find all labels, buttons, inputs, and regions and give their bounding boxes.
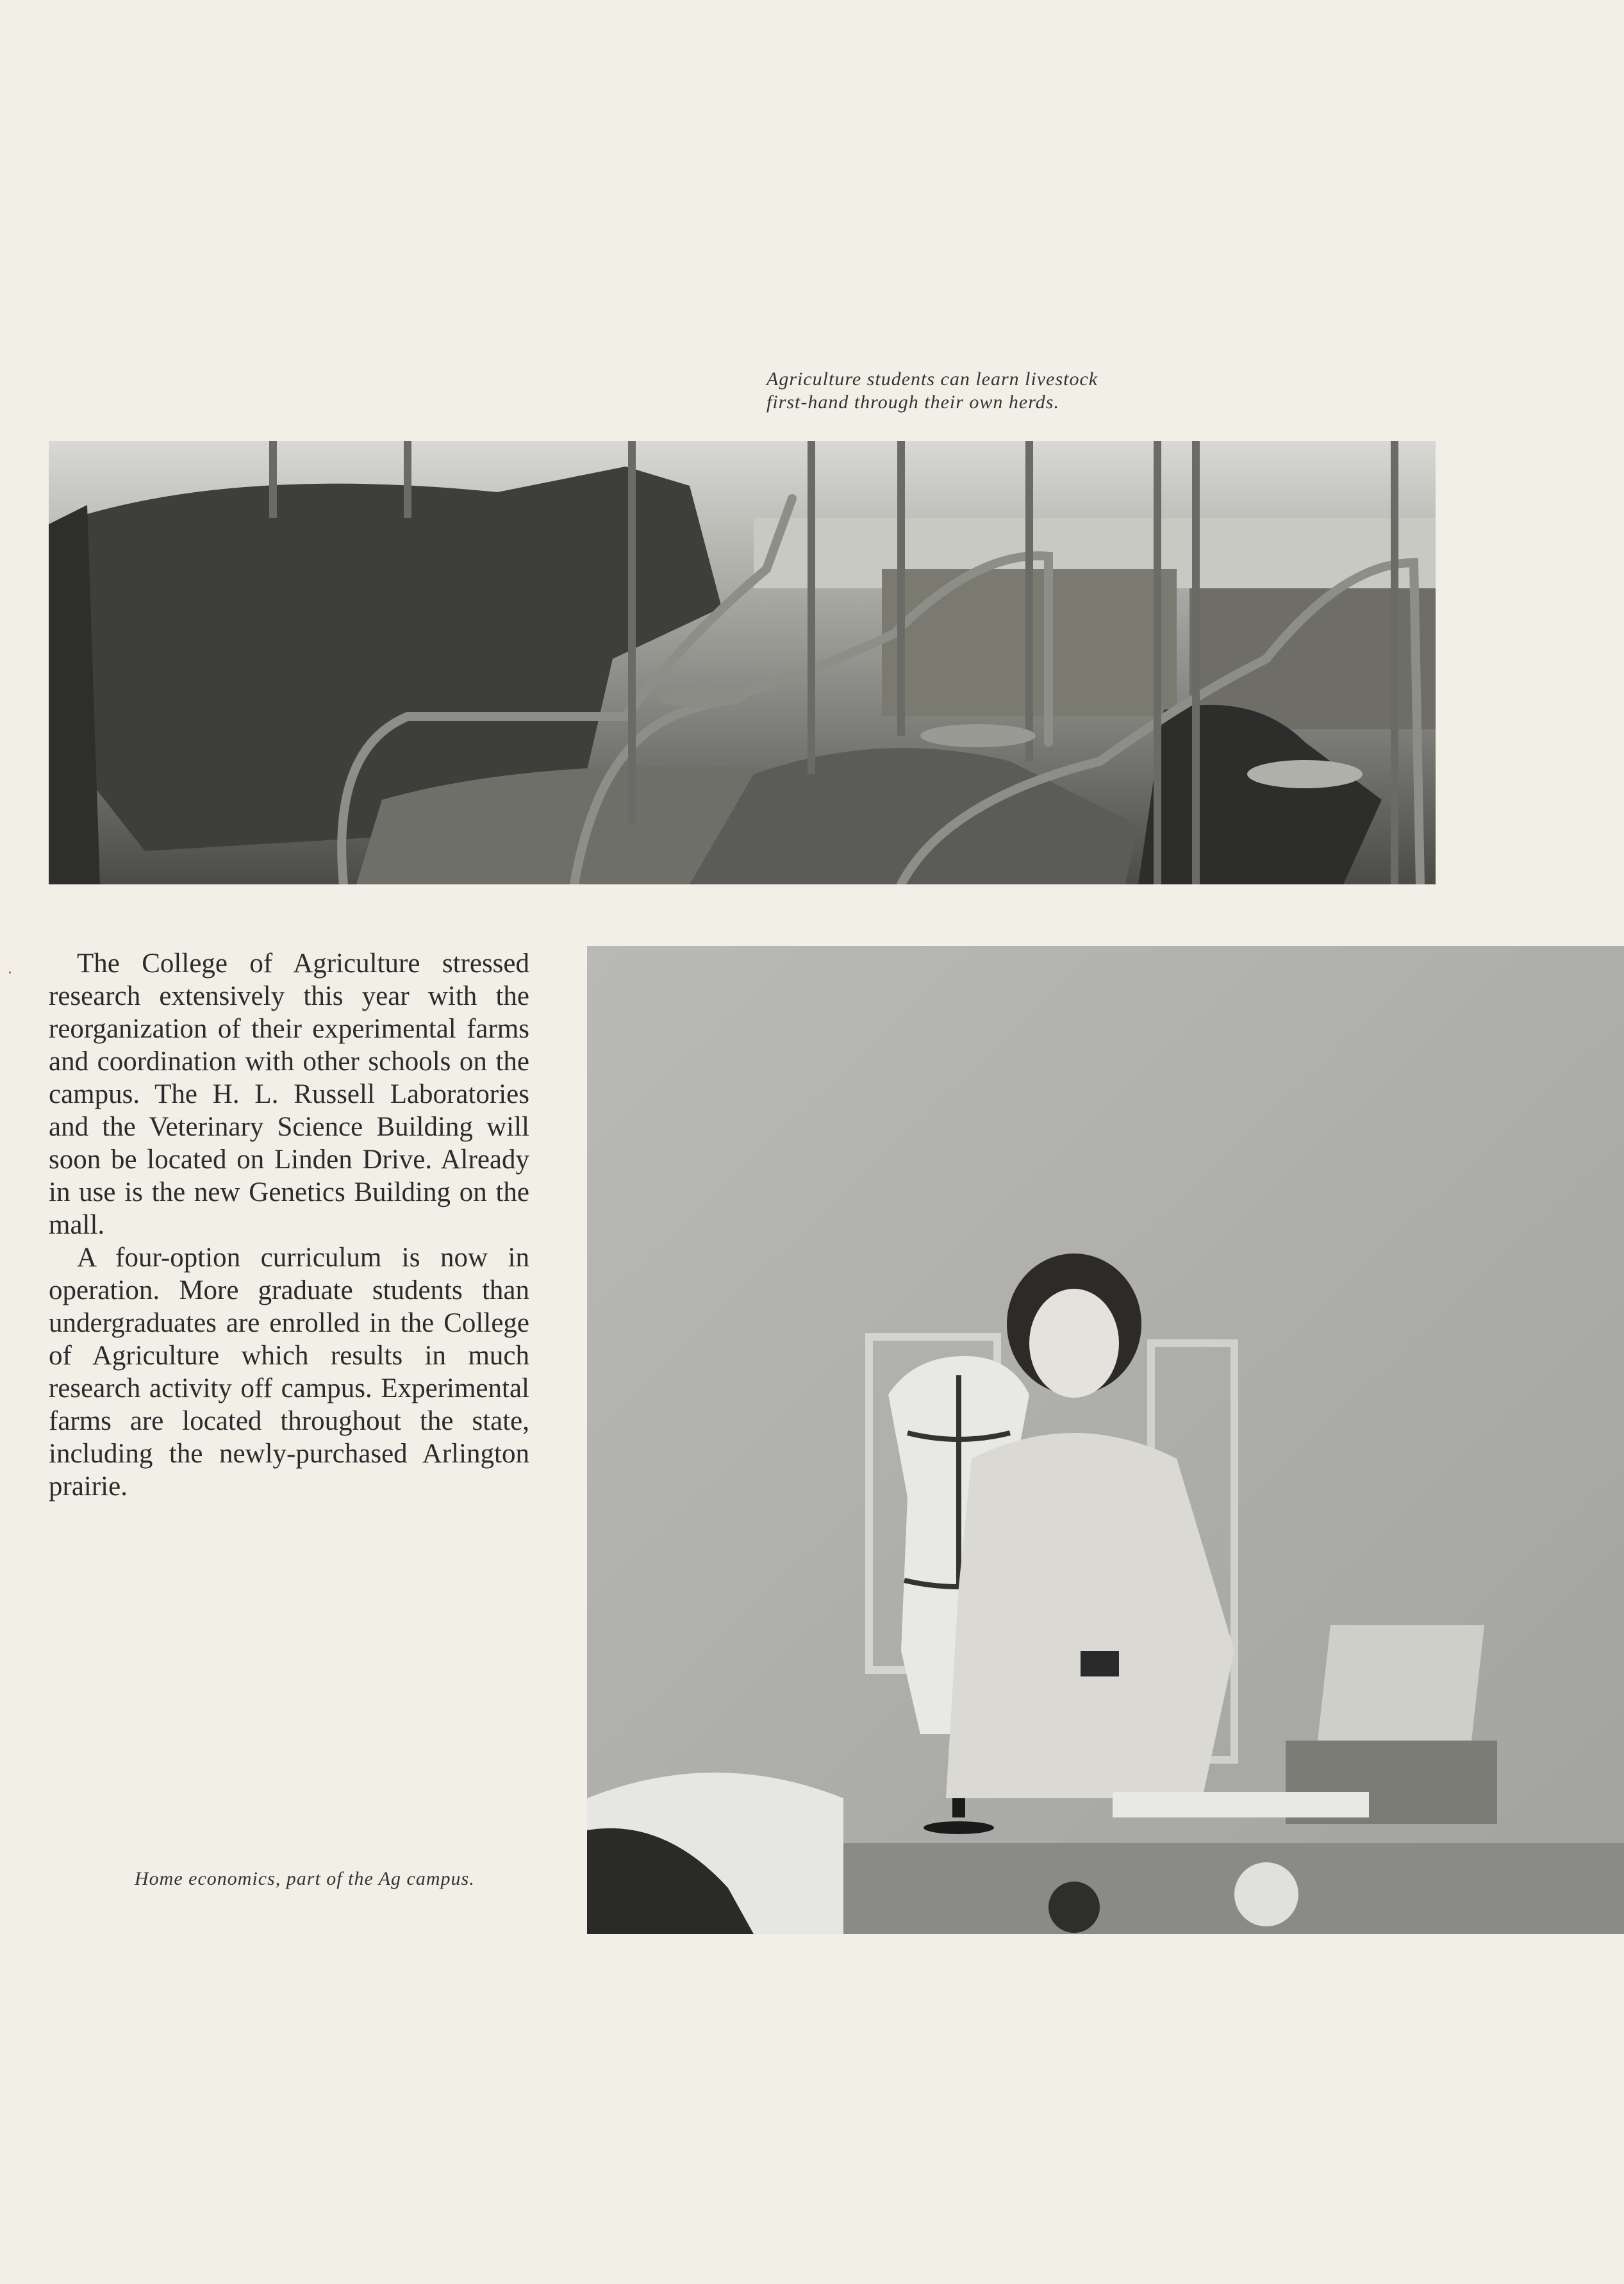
article-body bbox=[49, 947, 529, 1503]
livestock-barn-photo bbox=[49, 441, 1436, 884]
livestock-barn-illustration bbox=[49, 441, 1436, 884]
livestock-photo-caption: Agriculture students can learn livestock first-hand through their own herds. bbox=[766, 368, 1098, 413]
margin-mark bbox=[9, 972, 11, 973]
article-paragraph: The College of Agriculture stressed research extensively this year with the reorganization of their experimental farms and coordination with other schools on the campus. The H. L. Russell Laboratories and the Veterinary Science Building will soon be located on Linden Drive. Already in use is the new Genetics Building on the mall. bbox=[49, 948, 529, 1240]
article-paragraph: A four-option curriculum is now in operation. More graduate students than undergraduates are enrolled in the College of Agriculture which results in much research activity off campus. Experimental farms are located throughout the state, including the newly-purchased Arlington prairie. bbox=[49, 1243, 529, 1502]
home-economics-illustration bbox=[587, 946, 1624, 1934]
home-economics-photo-caption: Home economics, part of the Ag campus. bbox=[135, 1868, 475, 1889]
home-economics-photo bbox=[587, 946, 1624, 1934]
